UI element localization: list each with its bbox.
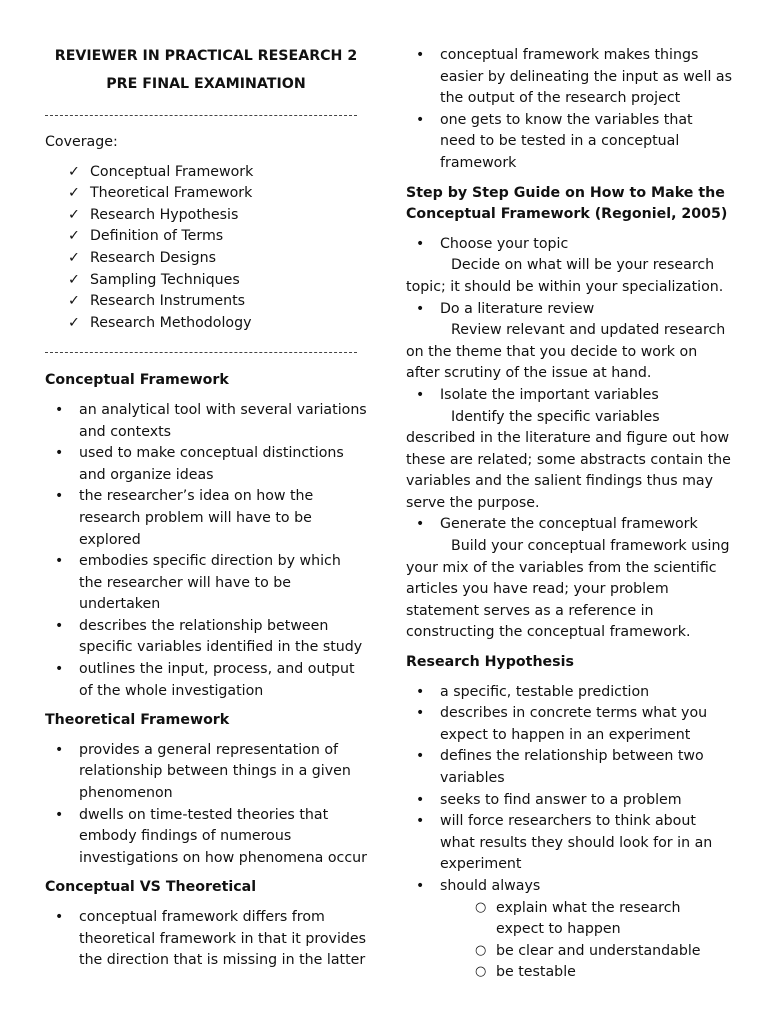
bullet-icon: • — [55, 806, 64, 823]
bullet-icon: • — [55, 741, 64, 758]
list-item: ○ be clear and understandable — [406, 941, 732, 963]
guide-list — [406, 234, 732, 256]
step-description: Review relevant and updated research on the theme that you decide to work on after scrutiny of the issue at hand. — [406, 322, 726, 382]
list-item: • Do a literature review — [406, 299, 732, 321]
list-item: • used to make conceptual distinctions and organize ideas — [55, 445, 344, 483]
bullet-icon: • — [55, 401, 64, 418]
bullet-icon: • — [416, 111, 425, 128]
circle-bullet-icon: ○ — [475, 899, 487, 915]
list-item: • provides a general representation of relationship between things in a given phenomenon — [55, 741, 351, 802]
list-item: • dwells on time-tested theories that embody findings of numerous investigations on how phenomena occur — [55, 806, 367, 866]
checkmark-icon: ✓ — [68, 314, 80, 331]
list-item: • describes the relationship between specific variables identified in the study — [55, 617, 363, 656]
list-item: ✓ Research Designs — [45, 248, 367, 270]
bullet-icon: • — [416, 47, 425, 63]
guide-list — [406, 299, 732, 321]
list-item: • Generate the conceptual framework — [406, 514, 732, 536]
coverage-list — [45, 162, 367, 335]
bullet-icon: • — [416, 748, 425, 765]
right-column — [406, 0, 732, 984]
list-item: • outlines the input, process, and output of the whole investigation — [55, 661, 355, 699]
bullet-icon: • — [416, 235, 425, 252]
list-item: ✓ Research Methodology — [45, 313, 367, 335]
bullet-icon: • — [416, 300, 425, 317]
list-item: • will force researchers to think about what results they should look for in an experiment — [416, 813, 713, 873]
bullet-icon: • — [416, 791, 425, 808]
coverage-label: Coverage: — [45, 134, 118, 150]
section-heading: Conceptual Framework — [45, 372, 229, 389]
checkmark-icon: ✓ — [68, 293, 80, 310]
list-item: ✓ Theoretical Framework — [45, 183, 367, 205]
circle-bullet-icon: ○ — [475, 964, 487, 980]
document-title: REVIEWER IN PRACTICAL RESEARCH 2 — [54, 48, 358, 64]
section-heading: Research Hypothesis — [406, 654, 574, 671]
bullet-icon: • — [416, 683, 425, 700]
step-description: Decide on what will be your research topic; it should be within your specialization. — [406, 257, 724, 295]
left-column — [45, 0, 367, 972]
list-item: ○ explain what the research expect to happen — [406, 898, 732, 941]
bullet-icon: • — [416, 516, 425, 533]
bullet-icon: • — [55, 661, 64, 678]
list-item: • Isolate the important variables — [406, 385, 732, 407]
bullet-icon: • — [416, 877, 425, 894]
document-subtitle: PRE FINAL EXAMINATION — [106, 76, 306, 92]
bullet-icon: • — [416, 386, 425, 403]
list-item: ✓ Definition of Terms — [45, 226, 367, 248]
list-item: ✓ Research Hypothesis — [45, 205, 367, 227]
bullet-icon: • — [55, 553, 64, 570]
guide-list — [406, 385, 732, 407]
versus-list-right — [406, 45, 732, 175]
guide-list — [406, 514, 732, 536]
list-item: • defines the relationship between two variables — [416, 748, 704, 786]
divider — [45, 115, 357, 116]
versus-list-left — [45, 907, 367, 972]
list-item: • should always — [406, 876, 732, 898]
list-item: ○ be testable — [406, 962, 732, 984]
checkmark-icon: ✓ — [68, 228, 80, 245]
bullet-icon: • — [416, 705, 425, 722]
checkmark-icon: ✓ — [68, 271, 80, 288]
list-item: ✓ Sampling Techniques — [45, 270, 367, 292]
list-item: • conceptual framework differs from theoretical framework in that it provides the direction that is missing in the latter — [55, 909, 367, 969]
hypothesis-list — [406, 682, 732, 898]
bullet-icon: • — [416, 813, 425, 830]
section-heading: Step by Step Guide on How to Make the Conceptual Framework (Regoniel, 2005) — [406, 184, 728, 223]
list-item: ✓ Research Instruments — [45, 291, 367, 313]
list-item: • the researcher’s idea on how the research problem will have to be explored — [55, 488, 314, 548]
bullet-icon: • — [55, 617, 64, 634]
section-heading: Conceptual VS Theoretical — [45, 879, 257, 896]
list-item: • describes in concrete terms what you expect to happen in an experiment — [416, 705, 708, 743]
hypothesis-sublist — [406, 898, 732, 984]
theoretical-list — [45, 740, 367, 870]
section-heading: Theoretical Framework — [45, 712, 230, 729]
list-item: • Choose your topic — [406, 234, 732, 256]
checkmark-icon: ✓ — [68, 163, 80, 180]
divider — [45, 352, 357, 353]
bullet-icon: • — [55, 488, 64, 505]
step-description: Build your conceptual framework using your mix of the variables from the scientific articles you have read; your problem statement serves as a reference in constructing the conceptual framework. — [406, 538, 730, 641]
checkmark-icon: ✓ — [68, 185, 80, 202]
checkmark-icon: ✓ — [68, 206, 80, 223]
bullet-icon: • — [55, 445, 64, 462]
list-item: ✓ Conceptual Framework — [45, 162, 367, 184]
list-item: • conceptual framework makes things easier by delineating the input as well as the output of the research project — [416, 47, 732, 107]
bullet-icon: • — [55, 909, 64, 925]
list-item: • embodies specific direction by which the researcher will have to be undertaken — [55, 553, 341, 613]
list-item: • one gets to know the variables that need to be tested in a conceptual framework — [416, 111, 693, 171]
circle-bullet-icon: ○ — [475, 942, 487, 958]
list-item: • seeks to find answer to a problem — [406, 790, 732, 812]
list-item: • an analytical tool with several variations and contexts — [55, 401, 367, 440]
list-item: • a specific, testable prediction — [406, 682, 732, 704]
checkmark-icon: ✓ — [68, 249, 80, 266]
step-description: Identify the specific variables described in the literature and figure out how these are related; some abstracts contain the variables and the salient findings thus may serve the purpose. — [406, 408, 731, 511]
conceptual-list — [45, 400, 367, 702]
